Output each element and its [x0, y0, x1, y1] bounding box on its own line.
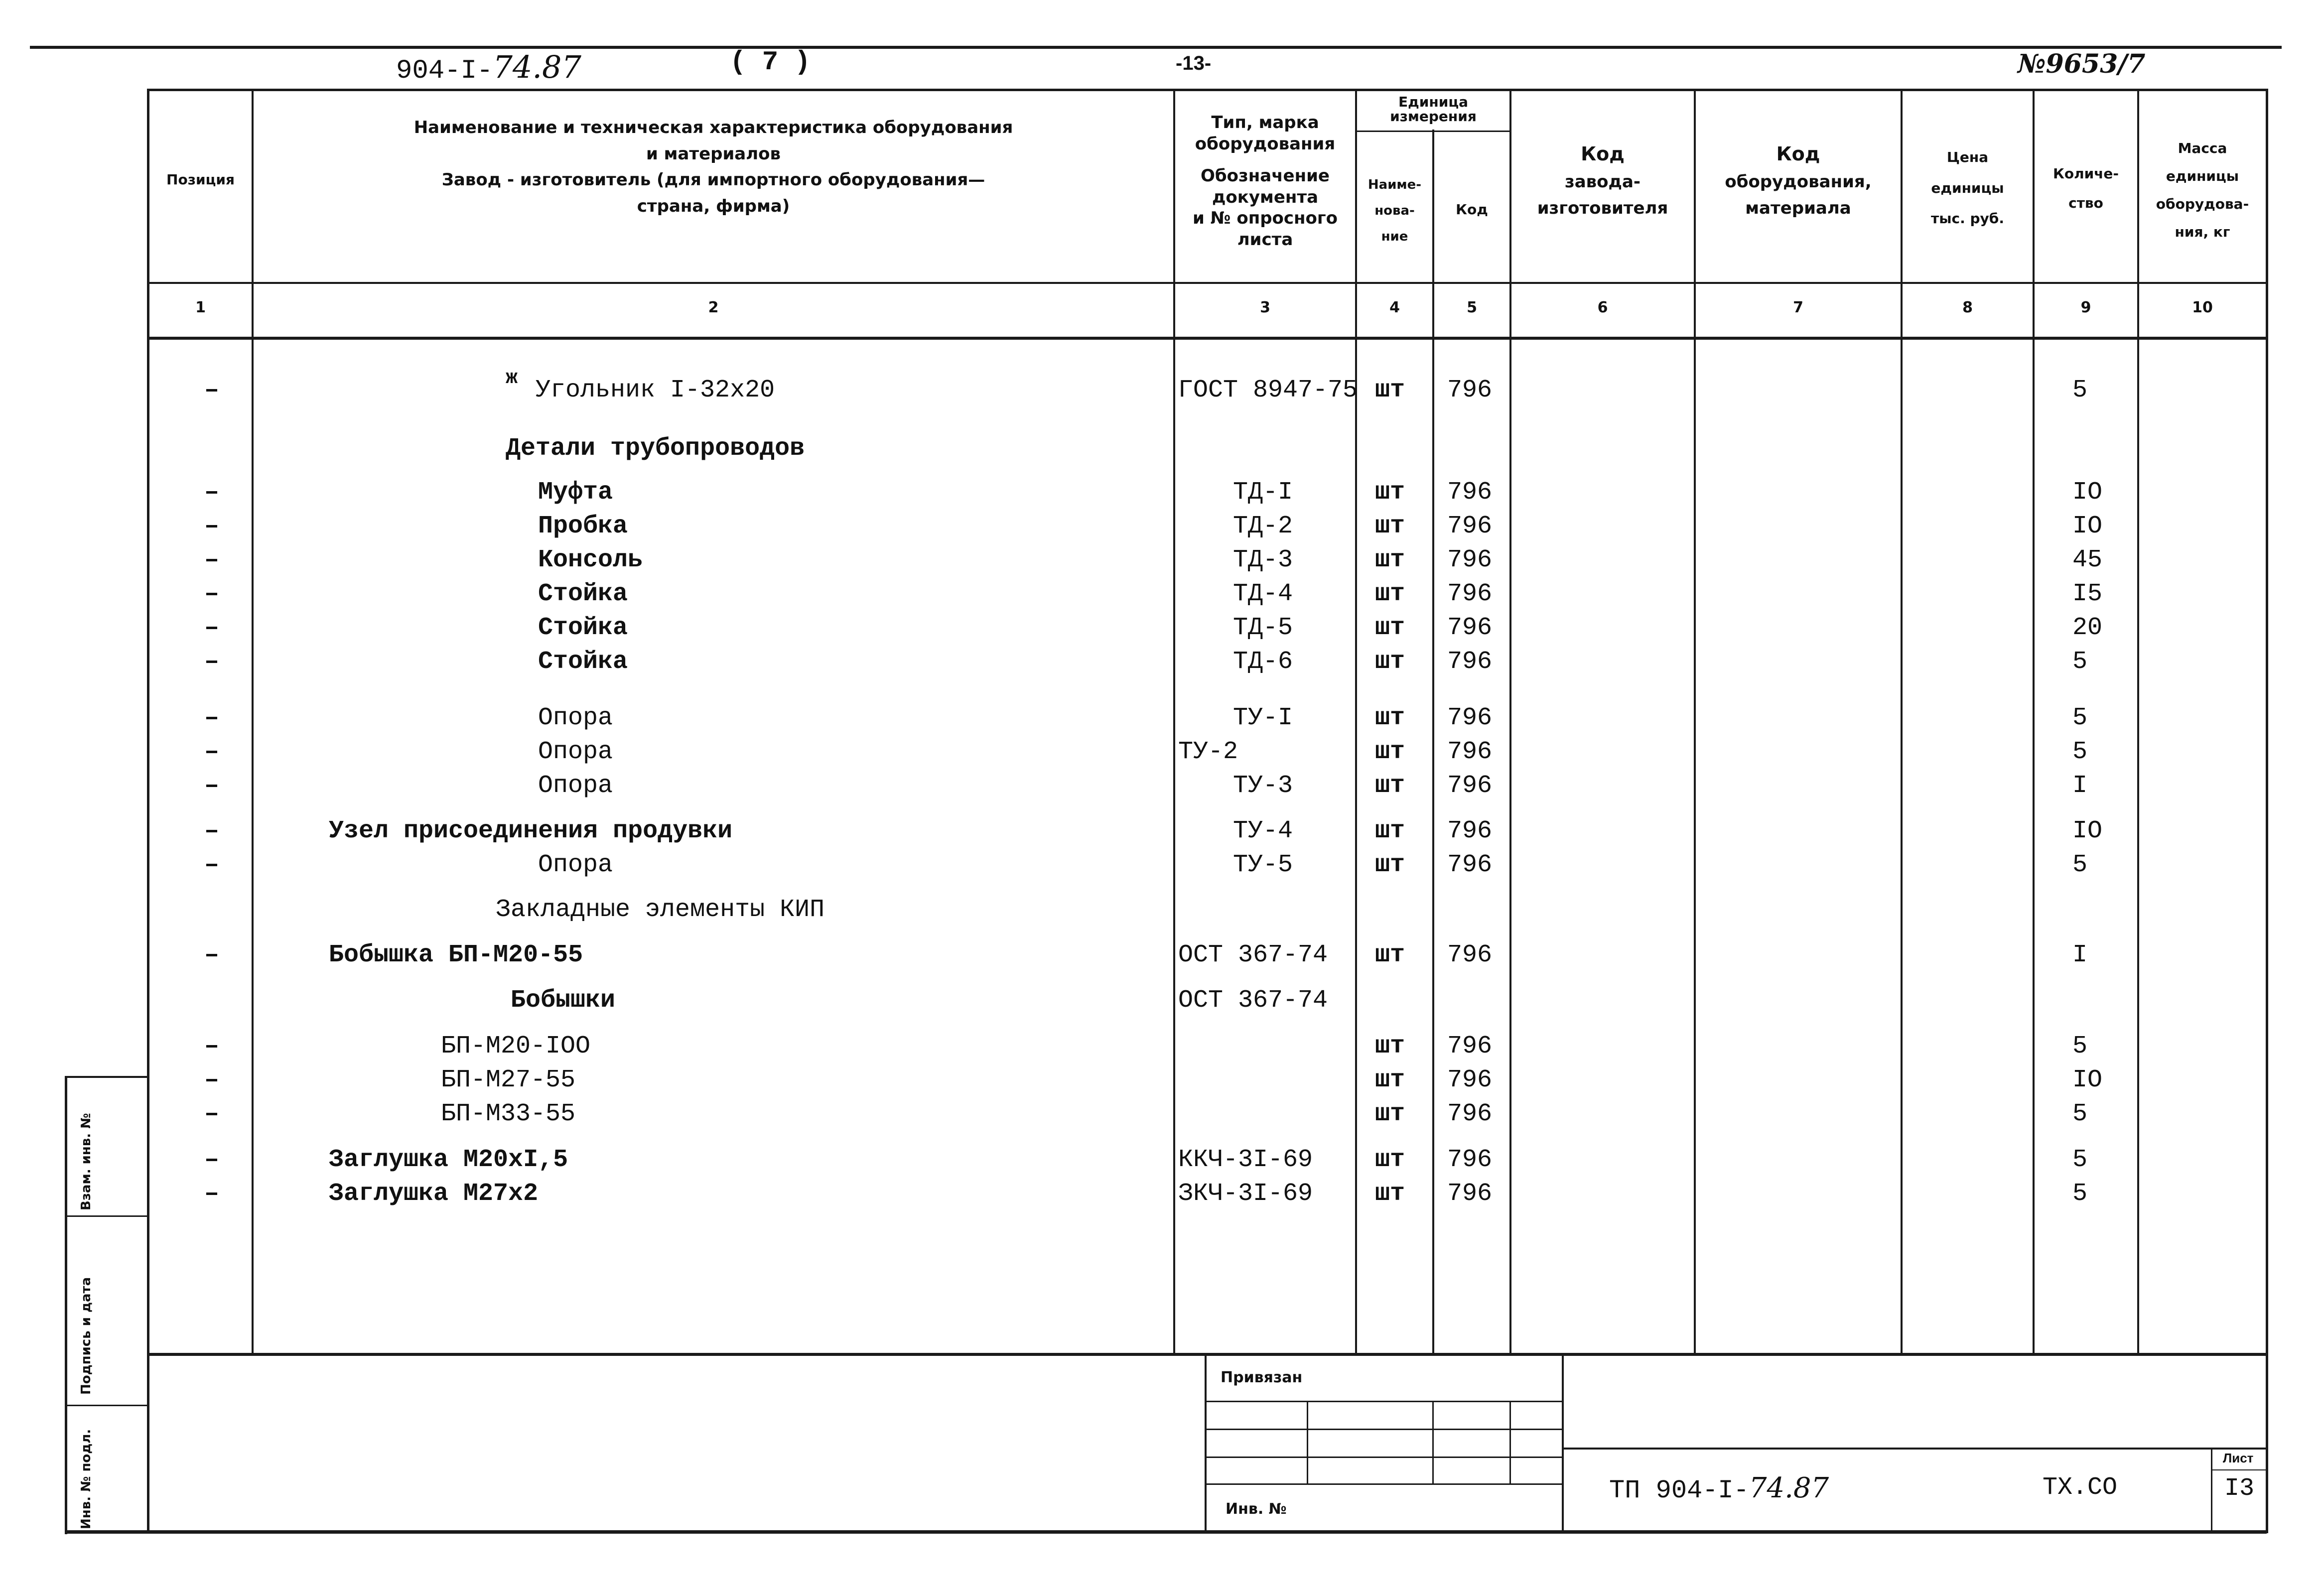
row-name: Заглушка M20xI,5 [329, 1146, 568, 1174]
table-row [0, 580, 2324, 615]
row-revision: – [204, 648, 220, 676]
header-col10-line3: оборудова- [2156, 196, 2249, 212]
row-type: ТД-4 [1232, 580, 1293, 608]
left-margin-div1 [65, 1215, 149, 1217]
left-margin-div2 [65, 1405, 149, 1406]
header-col3-line4: документа [1212, 187, 1319, 207]
frame-top [30, 46, 2282, 49]
colnum-10: 10 [2192, 299, 2213, 316]
colnum-7: 7 [1793, 299, 1803, 316]
row-unit: шт [1375, 376, 1405, 404]
row-type: ТД-3 [1232, 546, 1293, 574]
row-qty: 5 [2072, 851, 2088, 879]
row-code: 796 [1447, 648, 1493, 676]
row-code: 796 [1447, 614, 1493, 642]
row-type: ТД-5 [1232, 614, 1293, 642]
row-unit: шт [1375, 738, 1405, 766]
row-revision: – [204, 376, 220, 404]
header-col2-line2: и материалов [646, 143, 781, 164]
row-qty: I5 [2072, 580, 2103, 608]
row-name: Заглушка M27x2 [329, 1180, 539, 1208]
table-row [0, 772, 2324, 806]
row-unit: шт [1375, 614, 1405, 642]
stamp-grid-h3 [1207, 1456, 1562, 1458]
table-row [0, 941, 2324, 976]
header-col8-line1: Цена [1946, 149, 1989, 165]
row-code: 796 [1447, 738, 1493, 766]
row-unit: шт [1375, 772, 1405, 800]
row-name: БП-М27-55 [441, 1066, 576, 1094]
row-name: Муфта [538, 478, 613, 507]
left-margin-line [65, 1076, 67, 1534]
doc-code-handwritten: 74.87 [493, 49, 581, 85]
unit-group-divider [1355, 131, 1509, 132]
header-unit-group [1357, 95, 1509, 124]
row-name: Пробка [538, 512, 628, 540]
row-unit: шт [1375, 1066, 1405, 1094]
header-col10-line1: Масса [2178, 140, 2227, 156]
table-row [0, 986, 2324, 1021]
colnum-8: 8 [1962, 299, 1973, 316]
row-type: ТУ-4 [1232, 817, 1293, 845]
row-name: Опора [538, 772, 613, 800]
colnum-5: 5 [1467, 299, 1477, 316]
stamp-title-line [1562, 1448, 2267, 1450]
row-name: Узел присоединения продувки [329, 817, 733, 845]
table-right [2266, 89, 2268, 1533]
header-col4-line3: ние [1381, 229, 1408, 244]
header-col4-line1: Наиме- [1367, 177, 1422, 192]
row-type: ТД-I [1232, 478, 1293, 507]
row-section-title: Детали трубопроводов [506, 434, 805, 463]
row-revision: – [204, 704, 220, 732]
row-name: БП-М33-55 [441, 1100, 576, 1128]
colnum-3: 3 [1260, 299, 1270, 316]
colnum-bottom [149, 337, 2267, 340]
header-col7-line1: Код [1776, 143, 1820, 165]
header-col6-line2: завода- [1564, 171, 1641, 192]
row-unit: шт [1375, 648, 1405, 676]
header-col6-line3: изготовителя [1537, 198, 1668, 218]
stamp-inv-no: Инв. № [1226, 1500, 1287, 1518]
row-unit: шт [1375, 546, 1405, 574]
header-col2-line1: Наименование и техническая характеристика оборудования [413, 118, 1013, 137]
row-code: 796 [1447, 1100, 1493, 1128]
row-name: Стойка [538, 648, 628, 676]
row-revision: – [204, 738, 220, 766]
header-col10-line4: ния, кг [2175, 224, 2230, 240]
row-revision: – [204, 772, 220, 800]
row-qty: 45 [2072, 546, 2103, 574]
row-code: 796 [1447, 580, 1493, 608]
table-top [147, 89, 2267, 91]
row-type: ТД-6 [1232, 648, 1293, 676]
row-revision: – [204, 1146, 220, 1174]
row-name: БП-М20-IOO [441, 1032, 591, 1060]
table-row [0, 434, 2324, 469]
header-col3 [1175, 112, 1355, 250]
row-revision: – [204, 817, 220, 845]
top-mark: ( 7 ) [730, 47, 811, 78]
header-col3-line5: и № опросного [1192, 208, 1338, 228]
table-row [0, 1180, 2324, 1214]
header-col2 [254, 115, 1173, 220]
row-revision: – [204, 851, 220, 879]
table-row [0, 1100, 2324, 1135]
stamp-sheet-hline [2211, 1469, 2267, 1470]
row-qty: 5 [2072, 376, 2088, 404]
table-row [0, 614, 2324, 649]
row-qty: IO [2072, 817, 2103, 845]
header-col10-line2: единицы [2166, 168, 2239, 184]
row-code: 796 [1447, 512, 1493, 540]
row-code: 796 [1447, 1066, 1493, 1094]
row-code: 796 [1447, 851, 1493, 879]
header-col6 [1511, 139, 1694, 221]
row-revision: – [204, 580, 220, 608]
row-name: Бобышки [511, 986, 616, 1015]
row-type: ТД-2 [1232, 512, 1293, 540]
row-qty: 5 [2072, 704, 2088, 732]
row-code: 796 [1447, 704, 1493, 732]
header-col3-line6: листа [1237, 229, 1293, 250]
row-unit: шт [1375, 851, 1405, 879]
row-code: 796 [1447, 1032, 1493, 1060]
table-row [0, 478, 2324, 513]
row-code: 796 [1447, 1146, 1493, 1174]
stamp-doc-code [1609, 1472, 1829, 1505]
row-name: Стойка [538, 614, 628, 642]
header-col5 [1434, 199, 1509, 220]
row-revision: – [204, 614, 220, 642]
header-col2-line4: страна, фирма) [637, 196, 790, 217]
stamp-mid [1562, 1353, 1564, 1532]
header-col4-line2: нова- [1374, 203, 1415, 218]
header-col3-line3: Обозначение [1201, 166, 1330, 186]
doc-code [396, 49, 581, 86]
doc-code-printed: 904-I- [396, 56, 493, 86]
header-col7-line2: оборудования, [1725, 171, 1872, 192]
header-col10 [2139, 134, 2266, 246]
row-name: Бобышка БП-М20-55 [329, 941, 583, 969]
colnum-4: 4 [1389, 299, 1400, 316]
header-col4 [1357, 172, 1432, 250]
table-row [0, 1032, 2324, 1067]
row-name: Стойка [538, 580, 628, 608]
stamp-grid-h4 [1207, 1483, 1562, 1485]
header-unit-line2: измерения [1390, 108, 1477, 125]
colnum-6: 6 [1597, 299, 1608, 316]
row-type: ТУ-I [1232, 704, 1293, 732]
row-unit: шт [1375, 1146, 1405, 1174]
side-label-inv-podl: Инв. № подл. [79, 1429, 94, 1529]
header-col8 [1903, 142, 2033, 234]
row-unit: шт [1375, 580, 1405, 608]
row-name: Опора [538, 704, 613, 732]
stamp-privyazan: Привязан [1221, 1369, 1303, 1386]
row-revision: – [204, 478, 220, 507]
header-col9 [2035, 159, 2137, 218]
row-type: ТУ-2 [1178, 738, 1238, 766]
header-col2-line3: Завод - изготовитель (для импортного оборудования— [441, 170, 985, 190]
header-col9-line2: ство [2068, 194, 2103, 211]
header-col1-text: Позиция [166, 171, 235, 188]
row-type: ЗКЧ-3I-69 [1178, 1180, 1313, 1208]
side-label-vzam: Взам. инв. № [79, 1113, 94, 1210]
stamp-doc-code-handwritten: 74.87 [1749, 1472, 1829, 1504]
row-name: Опора [538, 851, 613, 879]
table-row [0, 367, 2324, 411]
table-row [0, 1146, 2324, 1181]
header-col3-line2: оборудования [1195, 133, 1336, 154]
header-col3-line1: Тип, марка [1211, 113, 1319, 132]
header-col6-line1: Код [1581, 143, 1625, 165]
table-row [0, 817, 2324, 852]
row-qty: 5 [2072, 648, 2088, 676]
side-label-podpis: Подпись и дата [79, 1277, 94, 1395]
stamp-grid-v1 [1307, 1401, 1308, 1484]
header-col8-line2: единицы [1931, 179, 2004, 196]
table-row [0, 738, 2324, 773]
row-code: 796 [1447, 817, 1493, 845]
row-type: ТУ-3 [1232, 772, 1293, 800]
row-revision: – [204, 512, 220, 540]
row-qty: 5 [2072, 738, 2088, 766]
frame-bottom [65, 1530, 2267, 1534]
table-row [0, 648, 2324, 682]
colnum-1: 1 [195, 299, 206, 316]
row-revision: – [204, 546, 220, 574]
row-type: ОСТ 367-74 [1178, 941, 1328, 969]
table-row [0, 704, 2324, 739]
row-type: ТУ-5 [1232, 851, 1293, 879]
row-qty: I [2072, 941, 2088, 969]
row-code: 796 [1447, 1180, 1493, 1208]
stamp-tx-code: ТХ.СО [2043, 1473, 2118, 1502]
row-unit: шт [1375, 478, 1405, 507]
stamp-grid-h2 [1207, 1429, 1562, 1430]
stamp-sheet-number: I3 [2224, 1474, 2255, 1503]
row-type: ОСТ 367-74 [1178, 986, 1328, 1015]
row-unit: шт [1375, 704, 1405, 732]
header-col7 [1696, 139, 1901, 221]
header-col5-text: Код [1456, 201, 1488, 218]
row-qty: IO [2072, 1066, 2103, 1094]
row-name: Консоль [538, 546, 643, 574]
colnum-2: 2 [708, 299, 719, 316]
row-qty: I [2072, 772, 2088, 800]
header-col8-line3: тыс. руб. [1930, 210, 2004, 227]
row-unit: шт [1375, 1180, 1405, 1208]
row-qty: 5 [2072, 1032, 2088, 1060]
header-bottom [149, 282, 2267, 284]
header-unit-line1: Единица [1398, 94, 1468, 110]
stamp-sheet-label: Лист [2223, 1451, 2254, 1465]
row-unit: шт [1375, 1100, 1405, 1128]
page-mark: -13- [1176, 52, 1212, 74]
row-qty: 5 [2072, 1180, 2088, 1208]
colnum-9: 9 [2080, 299, 2091, 316]
row-revision: – [204, 1180, 220, 1208]
stamp-grid-v2 [1432, 1401, 1434, 1484]
row-revision: – [204, 1032, 220, 1060]
row-revision: – [204, 1066, 220, 1094]
table-row [0, 546, 2324, 581]
row-unit: шт [1375, 941, 1405, 969]
row-code: 796 [1447, 376, 1493, 404]
row-name: Угольник I-32x20 [536, 376, 775, 404]
stamp-sheet-sep [2211, 1448, 2212, 1532]
row-section-title: Закладные элементы КИП [496, 896, 825, 924]
table-row [0, 896, 2324, 930]
row-type: ГОСТ 8947-75 [1178, 376, 1358, 404]
row-unit: шт [1375, 1032, 1405, 1060]
stamp-grid-h1 [1207, 1401, 1562, 1402]
row-qty: IO [2072, 478, 2103, 507]
row-code: 796 [1447, 772, 1493, 800]
row-qty: IO [2072, 512, 2103, 540]
row-revision: – [204, 1100, 220, 1128]
row-code: 796 [1447, 941, 1493, 969]
archive-number: №9653/7 [2018, 49, 2146, 79]
header-col9-line1: Количе- [2052, 165, 2119, 182]
stamp-grid-v3 [1509, 1401, 1511, 1484]
row-qty: 20 [2072, 614, 2103, 642]
row-name: Опора [538, 738, 613, 766]
table-row [0, 851, 2324, 886]
stamp-left [1205, 1353, 1207, 1532]
row-code: 796 [1447, 546, 1493, 574]
table-row [0, 512, 2324, 547]
row-qty: 5 [2072, 1100, 2088, 1128]
row-unit: шт [1375, 512, 1405, 540]
row-revision: – [204, 941, 220, 969]
stamp-doc-code-printed: ТП 904-I- [1609, 1476, 1749, 1505]
body-bottom [149, 1353, 2267, 1356]
table-row [0, 1066, 2324, 1101]
row-type: ККЧ-3I-69 [1178, 1146, 1313, 1174]
row-prefix-mark: ж [506, 367, 518, 390]
row-unit: шт [1375, 817, 1405, 845]
header-col7-line3: материала [1745, 198, 1851, 218]
row-qty: 5 [2072, 1146, 2088, 1174]
header-col1 [149, 169, 252, 190]
row-code: 796 [1447, 478, 1493, 507]
